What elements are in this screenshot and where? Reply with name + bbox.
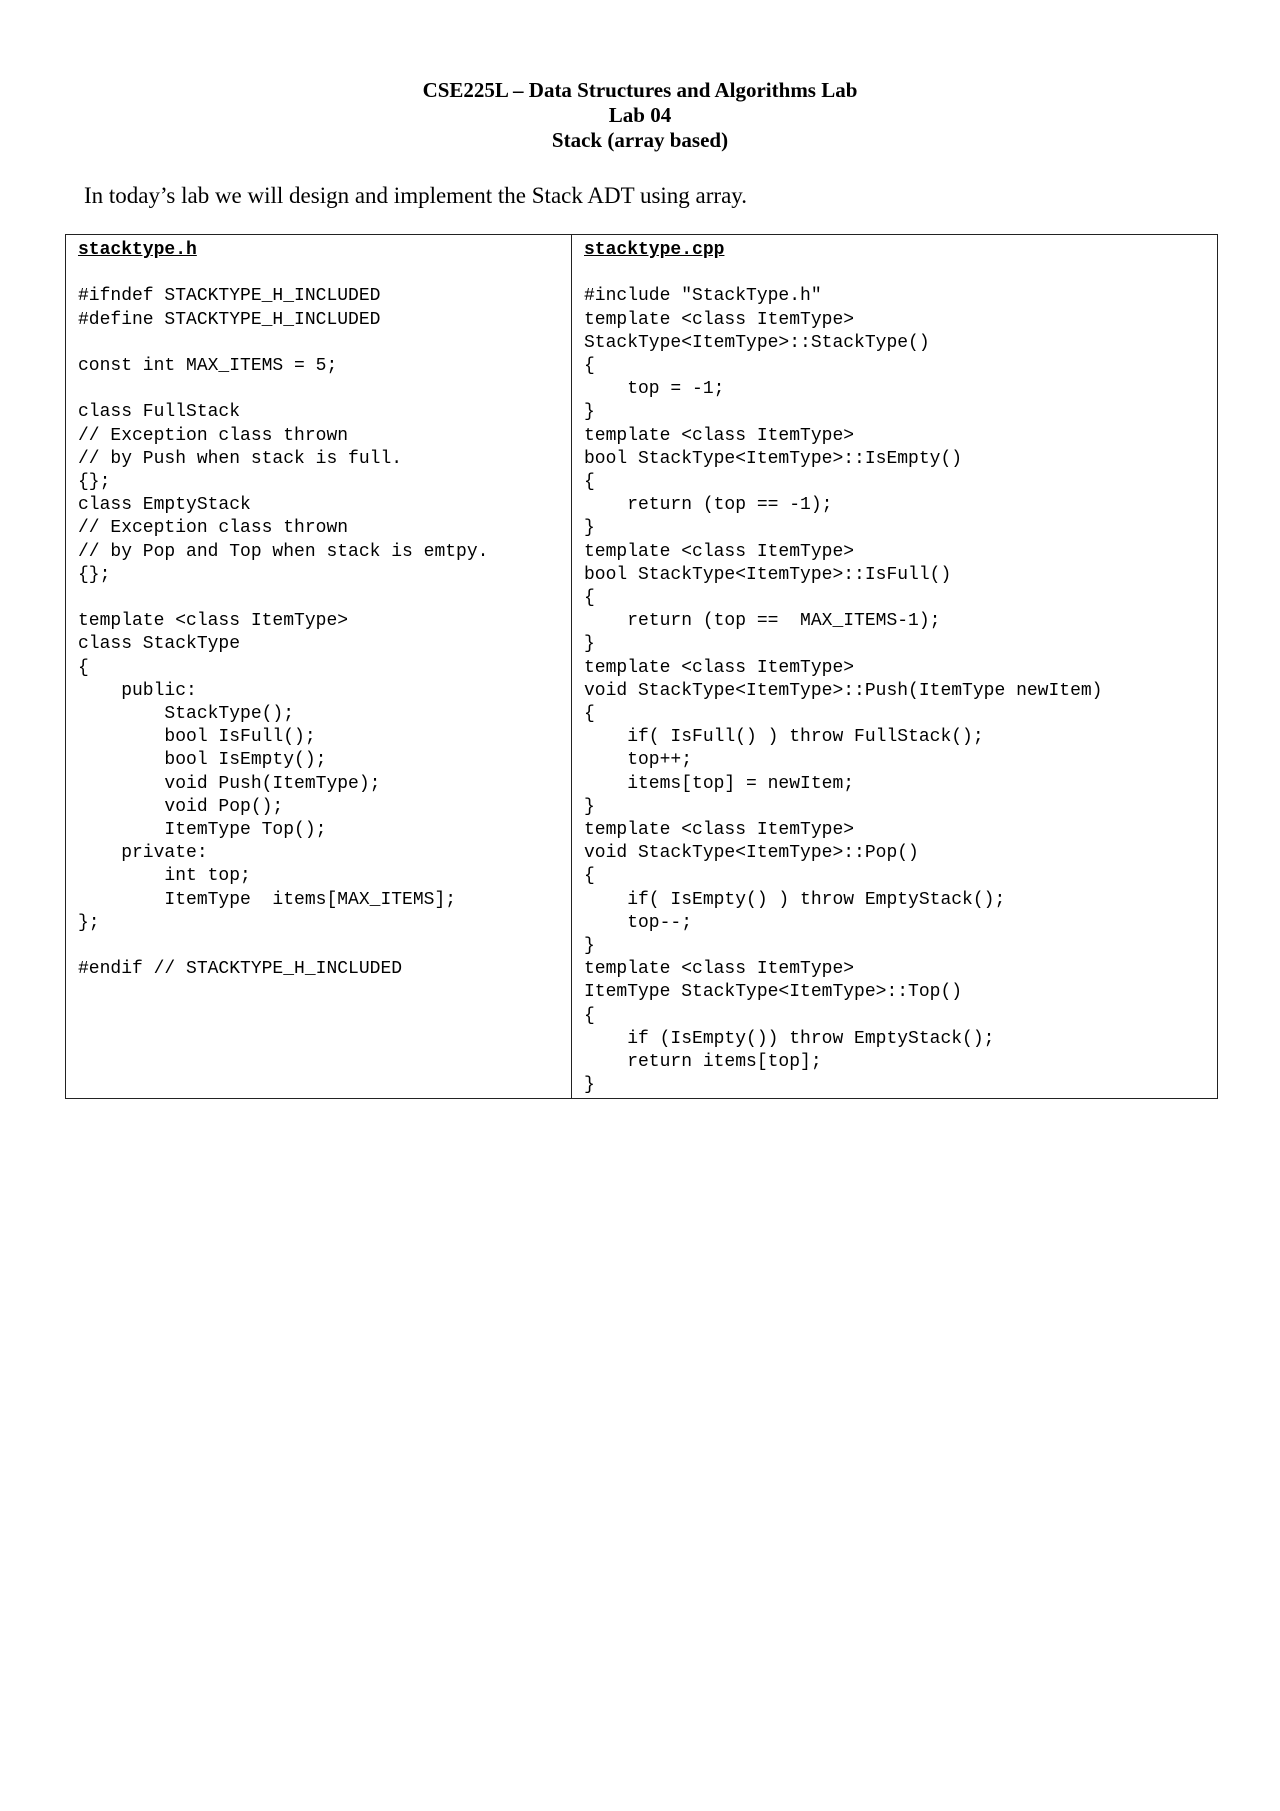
document-header	[0, 78, 1280, 153]
header-file-cell	[66, 235, 572, 1099]
header-filename: stacktype.h	[78, 240, 197, 260]
lab-topic: Stack (array based)	[551, 128, 729, 152]
intro-text: In today’s lab we will design and implement the Stack ADT using array.	[84, 183, 748, 208]
header-file-code: #ifndef STACKTYPE_H_INCLUDED #define STACKTYPE_H_INCLUDED const int MAX_ITEMS = 5; class FullStack // Exception class thrown // by Push when stack is full. {}; class EmptyStack // Exception class thrown // by Pop and Top when stack is emtpy. {}; template <class ItemType> class StackType { public: StackType(); bool IsFull(); bool IsEmpty(); void Push(ItemType); void Pop(); ItemType Top(); private: int top; ItemType items[MAX_ITEMS]; }; #endif // STACKTYPE_H_INCLUDED	[78, 286, 489, 980]
lab-number: Lab 04	[608, 103, 672, 127]
code-table	[65, 234, 1218, 1099]
source-file-code: #include "StackType.h" template <class ItemType> StackType<ItemType>::StackType() { top = -1; } template <class ItemType> bool StackType<ItemType>::IsEmpty() { return (top == -1); } template <class ItemType> bool StackType<ItemType>::IsFull() { return (top == MAX_ITEMS-1); } template <class ItemType> void StackType<ItemType>::Push(ItemType newItem) { if( IsFull() ) throw FullStack(); top++; items[top] = newItem; } template <class ItemType> void StackType<ItemType>::Pop() { if( IsEmpty() ) throw EmptyStack(); top--; } template <class ItemType> ItemType StackType<ItemType>::Top() { if (IsEmpty()) throw EmptyStack(); return items[top]; }	[584, 286, 1103, 1096]
source-file-cell	[572, 235, 1218, 1099]
course-title: CSE225L – Data Structures and Algorithms Lab	[422, 78, 858, 102]
source-filename: stacktype.cpp	[584, 240, 725, 260]
